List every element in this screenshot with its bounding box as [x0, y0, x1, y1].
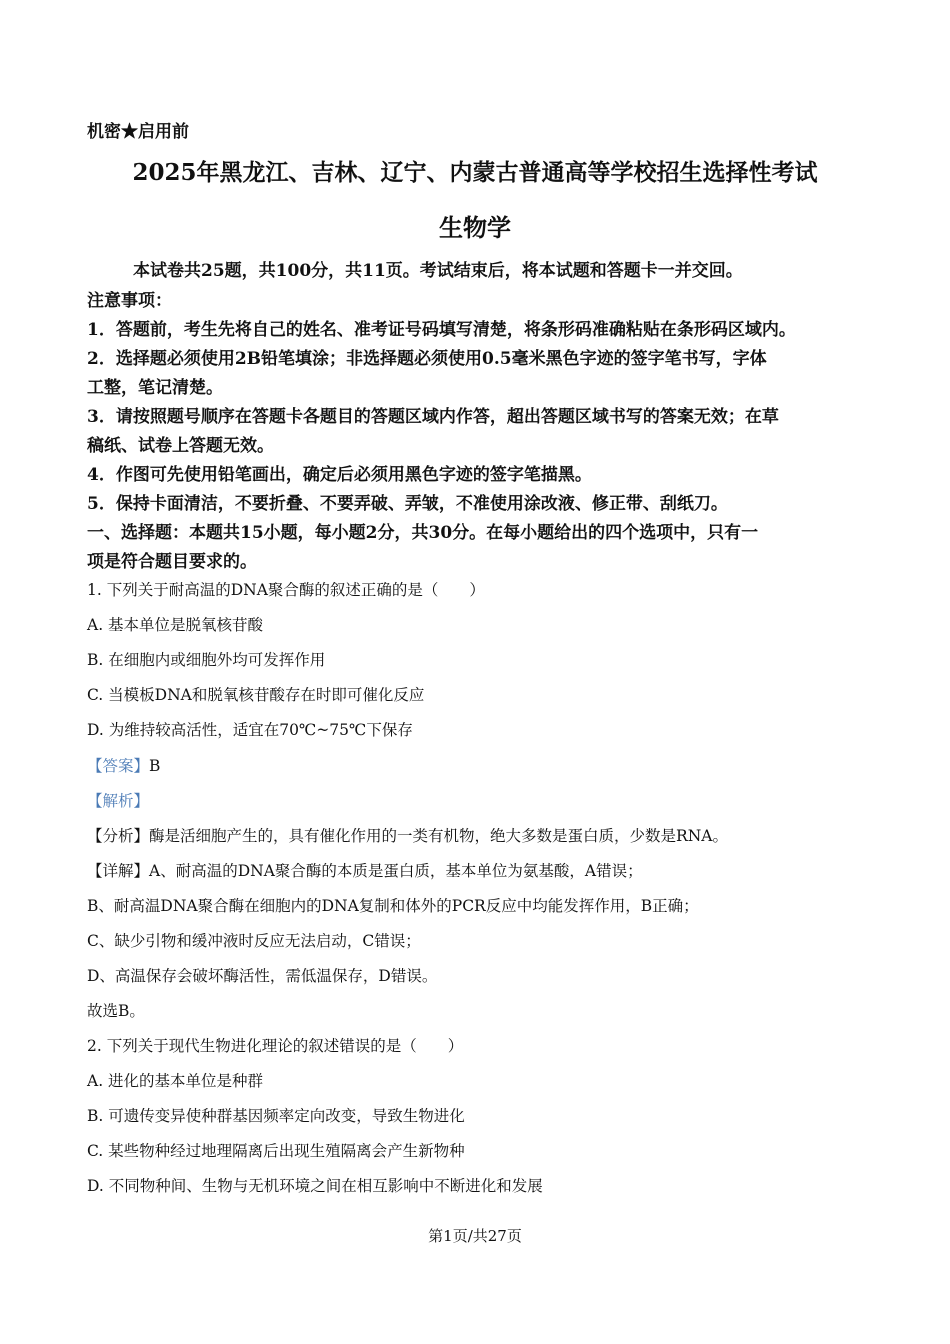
section-heading-line-2: 项是符合题目要求的。: [87, 552, 257, 572]
section-heading-line-1: 一、选择题：本题共15小题，每小题2分，共30分。在每小题给出的四个选项中，只有一: [87, 523, 759, 543]
question-1-detail-b: B、耐高温DNA聚合酶在细胞内的DNA复制和体外的PCR反应中均能发挥作用，B正确；: [87, 897, 699, 915]
question-1-option-b: B. 在细胞内或细胞外均可发挥作用: [87, 651, 326, 669]
fenxi-tag: 【分析】: [87, 827, 150, 845]
question-1-detail-d: D、高温保存会破坏酶活性，需低温保存，D错误。: [87, 967, 438, 985]
page-footer: 第1页/共27页: [428, 1227, 522, 1245]
question-2-option-c: C. 某些物种经过地理隔离后出现生殖隔离会产生新物种: [87, 1142, 465, 1160]
note-item-3-line-2: 稿纸、试卷上答题无效。: [87, 436, 274, 456]
question-2-option-b: B. 可遗传变异使种群基因频率定向改变，导致生物进化: [87, 1107, 465, 1125]
question-1-option-d: D. 为维持较高活性，适宜在70℃~75℃下保存: [87, 721, 413, 739]
analysis-tag: 【解析】: [87, 792, 150, 810]
detail-tag: 【详解】: [87, 862, 150, 880]
question-1-answer: [87, 756, 160, 776]
question-1-conclusion: 故选B。: [87, 1002, 145, 1020]
exam-intro: 本试卷共25题，共100分，共11页。考试结束后，将本试题和答题卡一并交回。: [133, 261, 743, 281]
note-item-2-line-1: 2．选择题必须使用2B铅笔填涂；非选择题必须使用0.5毫米黑色字迹的签字笔书写，字体: [87, 349, 767, 369]
note-item-5: 5．保持卡面清洁，不要折叠、不要弄破、弄皱，不准使用涂改液、修正带、刮纸刀。: [87, 494, 728, 514]
question-1-stem: 1. 下列关于耐高温的DNA聚合酶的叙述正确的是（ ）: [87, 581, 485, 599]
note-item-1: 1．答题前，考生先将自己的姓名、准考证号码填写清楚，将条形码准确粘贴在条形码区域内。: [87, 320, 796, 340]
exam-title: 2025年黑龙江、吉林、辽宁、内蒙古普通高等学校招生选择性考试: [132, 159, 818, 186]
confidential-label: 机密★启用前: [87, 122, 189, 142]
detail-text-a: A、耐高温的DNA聚合酶的本质是蛋白质，基本单位为氨基酸，A错误；: [149, 862, 643, 880]
question-1-detail-c: C、缺少引物和缓冲液时反应无法启动，C错误；: [87, 932, 421, 950]
question-1-detail-a: [87, 861, 643, 881]
notes-heading: 注意事项：: [87, 291, 172, 311]
question-1-option-a: A. 基本单位是脱氧核苷酸: [87, 616, 264, 634]
fenxi-text: 酶是活细胞产生的，具有催化作用的一类有机物，绝大多数是蛋白质，少数是RNA。: [149, 827, 728, 845]
answer-value: B: [149, 757, 161, 775]
answer-tag: 【答案】: [87, 757, 150, 775]
question-1-option-c: C. 当模板DNA和脱氧核苷酸存在时即可催化反应: [87, 686, 425, 704]
note-item-3-line-1: 3．请按照题号顺序在答题卡各题目的答题区域内作答，超出答题区域书写的答案无效；在草: [87, 407, 779, 427]
subject-title: 生物学: [439, 213, 511, 242]
question-2-option-a: A. 进化的基本单位是种群: [87, 1072, 264, 1090]
note-item-4: 4．作图可先使用铅笔画出，确定后必须用黑色字迹的签字笔描黑。: [87, 465, 592, 485]
note-item-2-line-2: 工整，笔记清楚。: [87, 378, 223, 398]
question-2-option-d: D. 不同物种间、生物与无机环境之间在相互影响中不断进化和发展: [87, 1177, 543, 1195]
question-2-stem: 2. 下列关于现代生物进化理论的叙述错误的是（ ）: [87, 1037, 464, 1055]
question-1-fenxi: [87, 826, 728, 846]
